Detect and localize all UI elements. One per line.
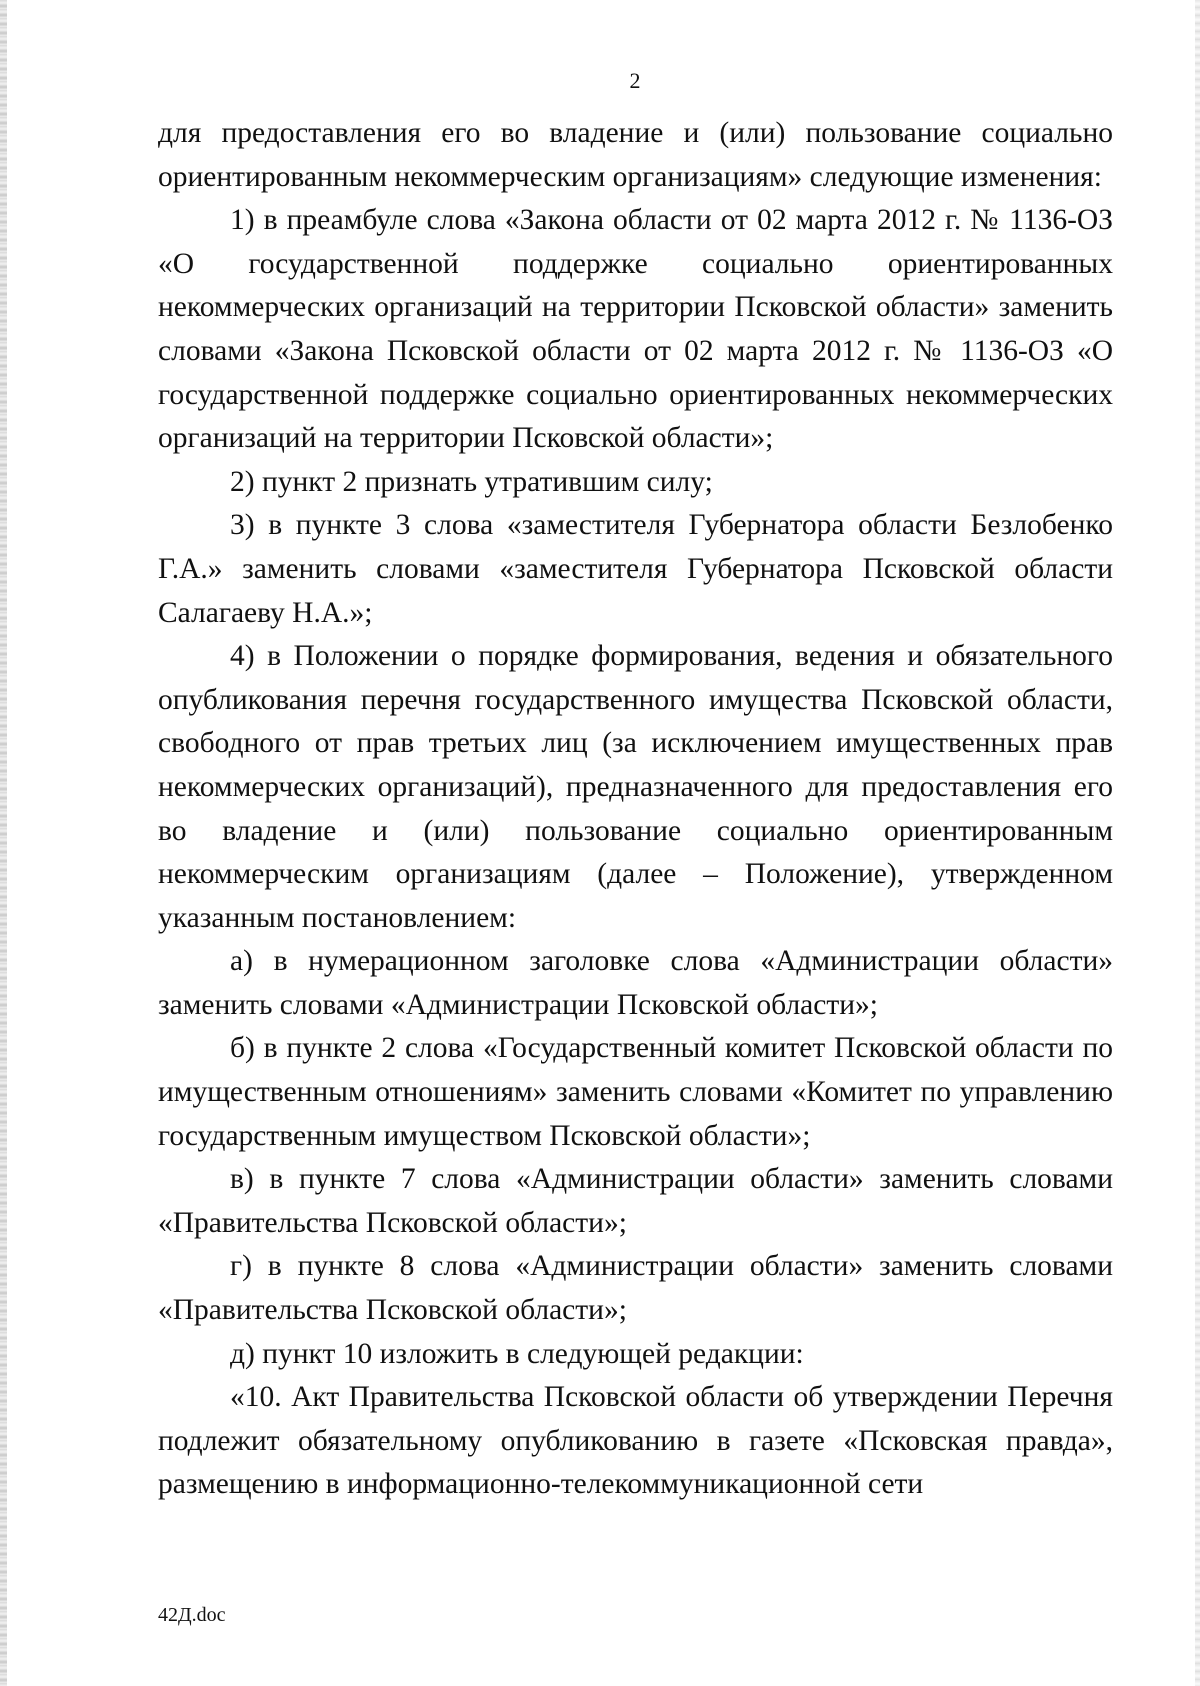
paragraph-subitem-d: д) пункт 10 изложить в следующей редакции: bbox=[230, 1337, 804, 1370]
document-body bbox=[158, 112, 1113, 1507]
paragraph-subitem-v: в) в пункте 7 слова «Администрации области» заменить словами «Правительства Псковской области»; bbox=[158, 1163, 1113, 1239]
scan-edge-right bbox=[1195, 0, 1200, 1686]
footer-filename: 42Д.doc bbox=[158, 1604, 226, 1626]
paragraph-item-2: 2) пункт 2 признать утратившим силу; bbox=[230, 465, 713, 498]
page-number: 2 bbox=[629, 68, 641, 93]
scan-edge-left bbox=[0, 0, 7, 1686]
paragraph-subitem-b: б) в пункте 2 слова «Государственный комитет Псковской области по имущественным отношениям» заменить словами «Комитет по управлению государственным имуществом Псковской области»; bbox=[158, 1032, 1113, 1152]
paragraph-item-4: 4) в Положении о порядке формирования, ведения и обязательного опубликования перечня государственного имущества Псковской области, свободного от прав третьих лиц (за исключением имущественных прав некоммерческих организаций), предназначенного для предоставления его во владение и (или) пользование социально ориентированным некоммерческим организациям (далее – Положение), утвержденном указанным постановлением: bbox=[158, 640, 1113, 934]
paragraph-subitem-g: г) в пункте 8 слова «Администрации области» заменить словами «Правительства Псковской области»; bbox=[158, 1250, 1113, 1327]
paragraph-subitem-a: а) в нумерационном заголовке слова «Администрации области» заменить словами «Администрации Псковской области»; bbox=[158, 945, 1113, 1021]
paragraph-item-3: 3) в пункте 3 слова «заместителя Губернатора области Безлобенко Г.А.» заменить словами «заместителя Губернатора Псковской области Салагаеву Н.А.»; bbox=[158, 509, 1113, 629]
paragraph-quoted-point-10: «10. Акт Правительства Псковской области об утверждении Перечня подлежит обязательному опубликованию в газете «Псковская правда», размещению в информационно-телекоммуникационной сети bbox=[158, 1381, 1113, 1501]
paragraph-intro: для предоставления его во владение и (или) пользование социально ориентированным некоммерческим организациям» следующие изменения: bbox=[158, 117, 1113, 193]
paragraph-item-1: 1) в преамбуле слова «Закона области от 02 марта 2012 г. № 1136-ОЗ «О государственной поддержке социально ориентированных некоммерческих организаций на территории Псковской области» заменить словами «Закона Псковской области от 02 марта 2012 г. № 1136-ОЗ «О государственной поддержке социально ориентированных некоммерческих организаций на территории Псковской области»; bbox=[158, 204, 1113, 455]
